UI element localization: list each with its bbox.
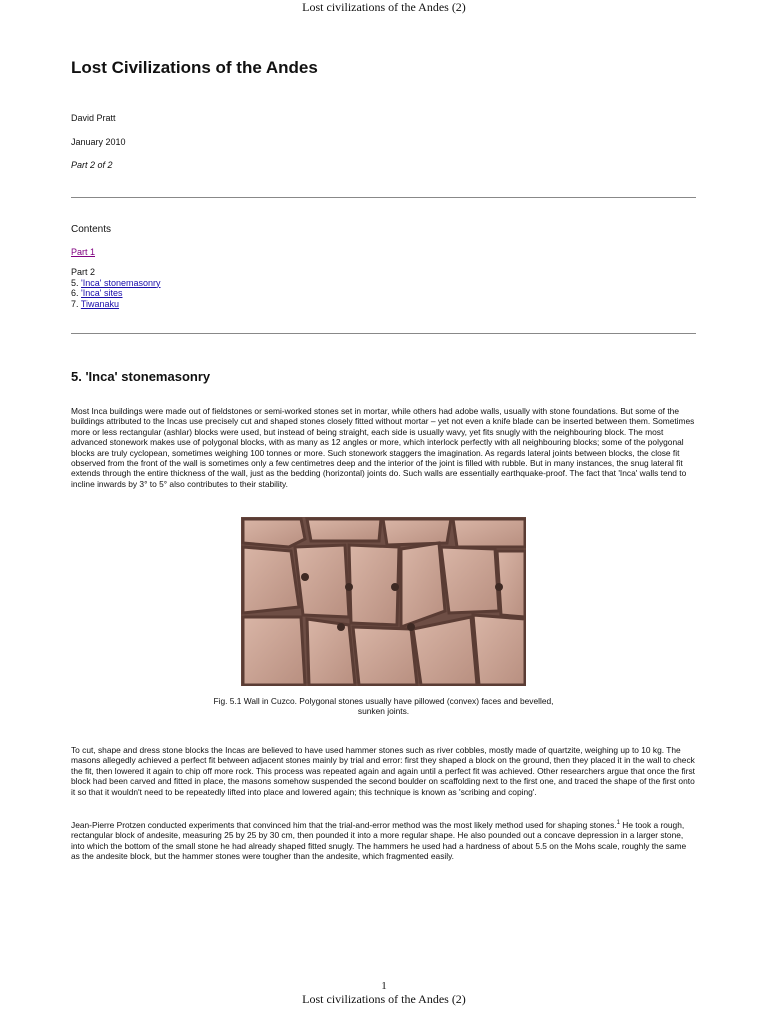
toc-item	[71, 299, 161, 310]
toc-item-number: 5.	[71, 277, 79, 288]
contents-heading: Contents	[71, 224, 112, 235]
toc-link-sites[interactable]: 'Inca' sites	[81, 288, 123, 298]
footnote-ref[interactable]: 1	[616, 820, 620, 826]
running-footer: Lost civilizations of the Andes (2)	[302, 992, 466, 1006]
paragraph-text: He took a rough, rectangular block of andesite, measuring 25 by 25 by 30 cm, then pounded it into a more regular shape. He also pounded out a concave depression in a larger stone, into which the bottom of the small stone he had already shaped fitted snugly. The hammers he used had a hardness of about 5.5 on the Mohs scale, roughly the same as the andesite block, but the hammer stones were tougher than the andesite, which fragmented easily.	[71, 819, 687, 862]
paragraph: Most Inca buildings were made out of fieldstones or semi-worked stones set in mortar, while others had adobe walls, usually with stone foundations. But some of the buildings attributed to the Incas use precisely cut and shaped stones closely fitted without mortar – yet not even a knife blade can be inserted between them. Sometimes more or less rectangular (ashlar) blocks were used, but instead of being straight, each side is usually wavy, yet fits snugly with the neighbouring block. The most advanced stonework makes use of polygonal blocks, with as many as 12 angles or more, which interlock perfectly with all neighbouring blocks; some of the polygonal blocks are truly cyclopean, sometimes weighing 100 tonnes or more. Such stonework staggers the imagination. As regards lateral joints between blocks, the close fit observed from the front of the wall is sometimes only a few centimetres deep and the interior of the joint is filled with rubble. But in many instances, the snug lateral fit extends through the entire thickness of the wall, just as the bedding (horizontal) joints do. Such walls are essentially earthquake-proof. The fact that 'Inca' walls tend to incline inwards by 3° to 5° also contributes to their stability.	[71, 406, 695, 489]
page-number: 1	[381, 980, 387, 992]
toc-link-stonemasonry[interactable]: 'Inca' stonemasonry	[81, 277, 161, 288]
figure-caption: Fig. 5.1 Wall in Cuzco. Polygonal stones usually have pillowed (convex) faces and bevelled, sunken joints.	[213, 696, 554, 717]
divider	[71, 197, 696, 198]
toc-link-tiwanaku[interactable]: Tiwanaku	[80, 298, 120, 309]
stone-wall-photo	[241, 517, 526, 686]
section-heading: 5. 'Inca' stonemasonry	[71, 369, 211, 384]
toc-item-number: 7.	[71, 298, 79, 309]
part2-label: Part 2	[71, 267, 96, 277]
toc-item-number: 6.	[71, 288, 79, 298]
date: January 2010	[71, 137, 126, 147]
running-header: Lost civilizations of the Andes (2)	[302, 0, 466, 14]
paragraph	[71, 818, 696, 861]
part1-link[interactable]: Part 1	[71, 247, 96, 257]
paragraph-text: Jean-Pierre Protzen conducted experiments that convinced him that the trial-and-error method was the most likely method used for shaping stones.	[71, 819, 617, 830]
part-note: Part 2 of 2	[71, 160, 113, 170]
author: David Pratt	[71, 113, 116, 123]
toc-part1	[71, 247, 95, 258]
toc-part2	[71, 267, 161, 309]
page-title: Lost Civilizations of the Andes	[71, 58, 318, 77]
toc-item	[71, 288, 161, 299]
paragraph: To cut, shape and dress stone blocks the Incas are believed to have used hammer stones such as river cobbles, mostly made of quartzite, weighing up to 10 kg. The masons allegedly achieved a perfect fit between adjacent stones mainly by trial and error: first they shaped a block on the ground, then they placed it in the wall to check the fit, then lowered it again to chip off more rock. This process was repeated again and again until a perfect fit was achieved. Other researchers argue that once the first block had been carved and fitted in place, the masons somehow suspended the second boulder on scaffolding next to the first one, and traced the shape of the first onto it so that it wouldn't need to be repeatedly lifted into place and lowered again; this technique is known as 'scribing and coping'.	[71, 745, 695, 797]
divider	[71, 333, 696, 334]
toc-item	[71, 278, 161, 289]
